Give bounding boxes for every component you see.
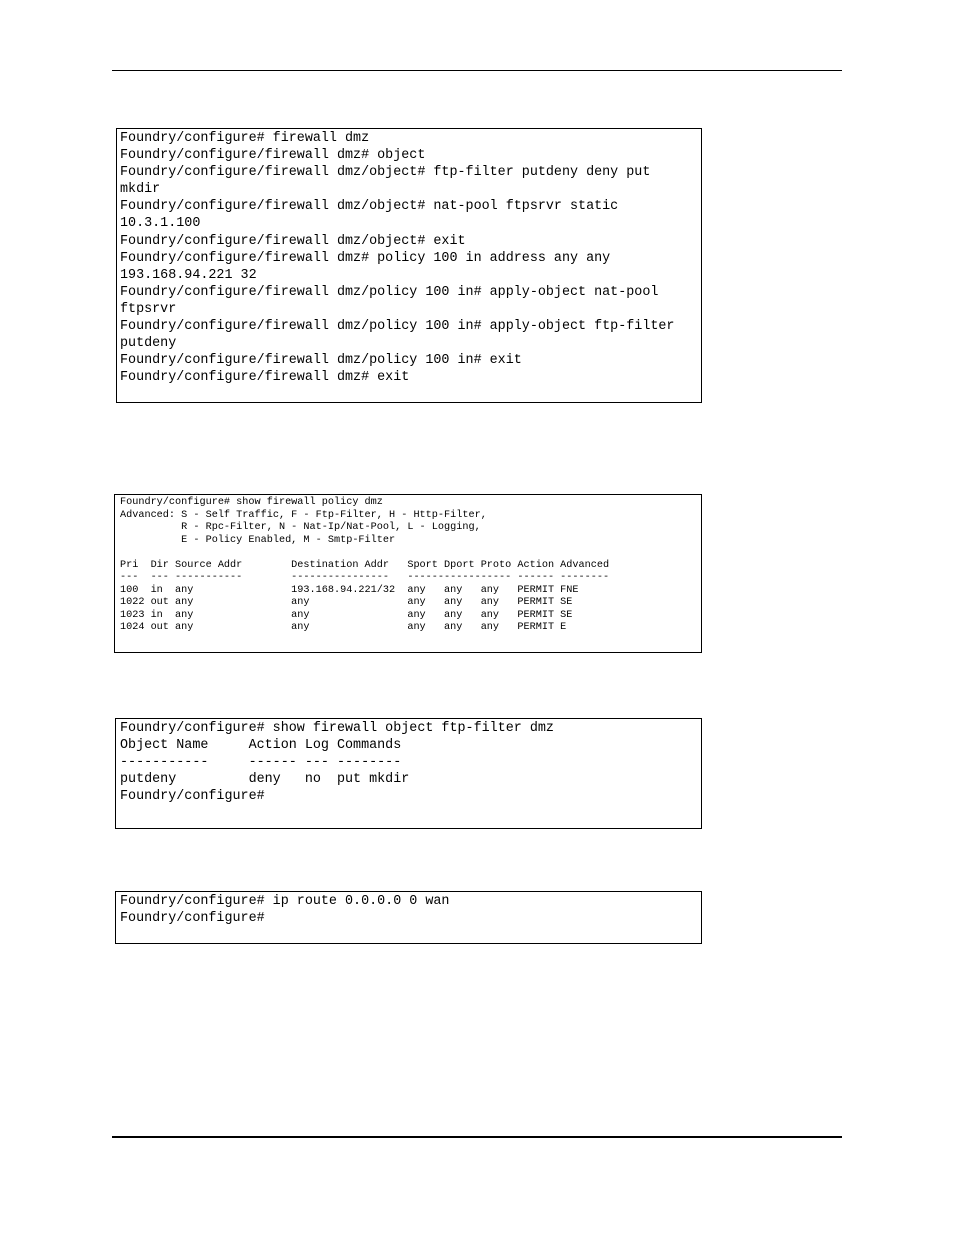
show-policy-code-block	[114, 494, 702, 653]
show-object-code-block	[115, 718, 702, 829]
code-text: Foundry/configure# show firewall policy dmz Advanced: S - Self Traffic, F - Ftp-Filter, H - Http-Filter, R - Rpc-Filter, N - Nat-Ip/Nat-Pool, L - Logging, E - Policy Enabled, M - Smtp-Filter Pri Dir Source Addr Destination Addr Sport Dport Proto Action Advanced --- --- ----------- ---------------- ----------------- ------ -------- 100 in any 193.168.94.221/32 any any any PERMIT FNE 1022 out any any any any any PERMIT SE 1023 in any any any any any PERMIT SE 1024 out any any any any any PERMIT E	[120, 497, 610, 633]
code-text: Foundry/configure# ip route 0.0.0.0 0 wan Foundry/configure#	[120, 894, 450, 927]
code-text: Foundry/configure# show firewall object ftp-filter dmz Object Name Action Log Commands ----------- ------ --- -------- putdeny deny no put mkdir Foundry/configure#	[120, 721, 554, 805]
header-rule	[112, 70, 842, 71]
footer-rule	[112, 1136, 842, 1138]
firewall-config-code-block	[116, 128, 702, 403]
ip-route-code-block	[115, 891, 702, 944]
code-text: Foundry/configure# firewall dmz Foundry/configure/firewall dmz# object Foundry/configure/firewall dmz/object# ftp-filter putdeny deny put mkdir Foundry/configure/firewall dmz/object# nat-pool ftpsrvr static 10.3.1.100 Foundry/configure/firewall dmz/object# exit Foundry/configure/firewall dmz# policy 100 in address any any 193.168.94.221 32 Foundry/configure/firewall dmz/policy 100 in# apply-object nat-pool ftpsrvr Foundry/configure/firewall dmz/policy 100 in# apply-object ftp-filter putdeny Foundry/configure/firewall dmz/policy 100 in# exit Foundry/configure/firewall dmz# exit	[120, 131, 675, 386]
